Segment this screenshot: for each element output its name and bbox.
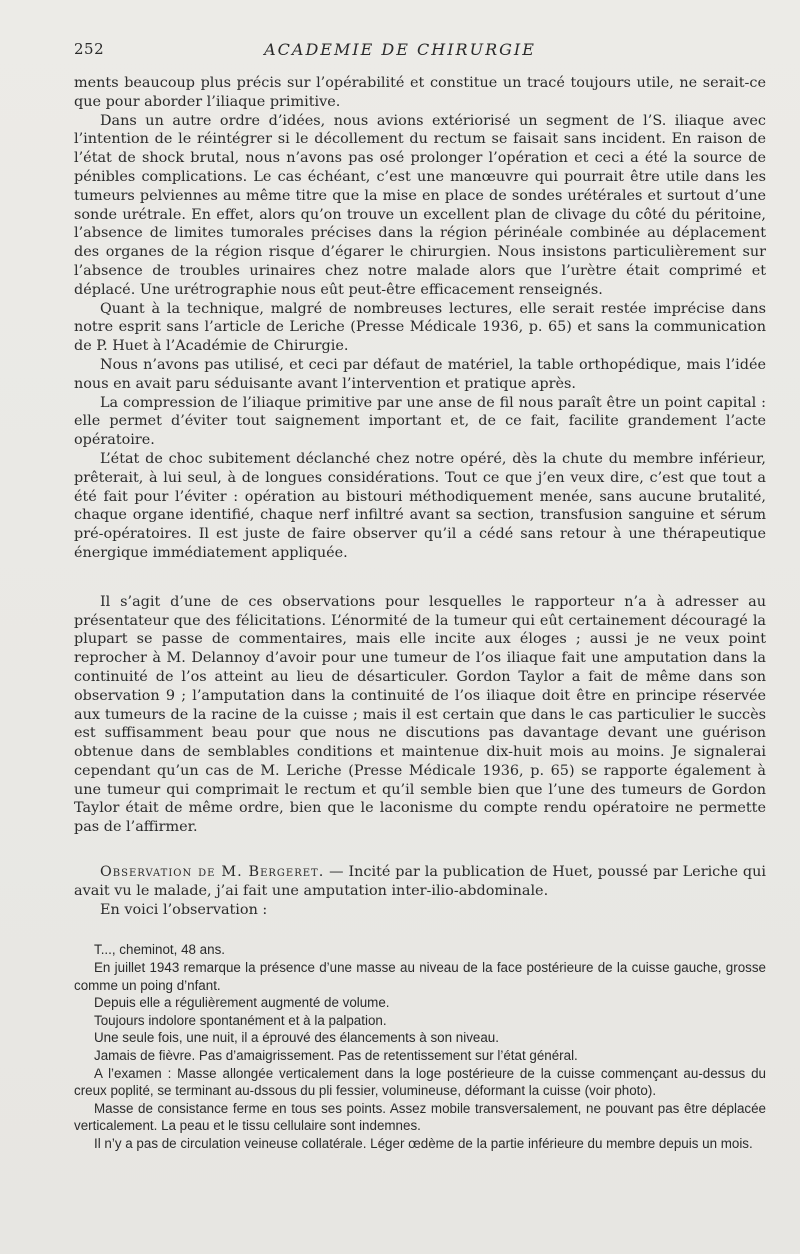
case-line: Toujours indolore spontanément et à la palpation. [94,1012,387,1028]
observation-intro [74,863,766,901]
observation-heading: Observation de M. Bergeret. [100,864,325,881]
page-number: 252 [74,40,105,58]
rapporteur-paragraph: Il s’agit d’une de ces observations pour lesquelles le rapporteur n’a à adresser au présentateur que des félicitations. L’énormité de la tumeur qui eût certainement découragé la plupart se passe de commentaires, mais elle incite aux éloges ; aussi je ne veux point reprocher à M. Delannoy d’avoir pour une tumeur de l’os iliaque fait une amputation dans la continuité de l’os atteint au lieu de désarticuler. Gordon Taylor a fait de même dans son observation 9 ; l’amputation dans la continuité de l’os iliaque doit être en principe réservée aux tumeurs de la racine de la cuisse ; mais il est certain que dans le cas particulier le succès est suffisamment beau pour que nous ne discutions pas davantage devant une guérison obtenue dans de semblables conditions et maintenue dix-huit mois au moins. Je signalerai cependant qu’un cas de M. Leriche (Presse Médicale 1936, p. 65) se rapporte également à une tumeur qui comprimait le rectum et qu’il semble bien que l’une des tumeurs de Gordon Taylor était de même ordre, bien que le laconisme du compte rendu opératoire ne permette pas de l’affirmer. [74,593,766,836]
paragraph: L’état de choc subitement déclanché chez notre opéré, dès la chute du membre inférieur, prêterait, à lui seul, à de longues considérations. Tout ce que j’en veux dire, c’est que tout a été fait pour l’éviter : opération au bistouri méthodiquement menée, sans aucune brutalité, chaque organe identifié, chaque nerf infiltré avant sa section, transfusion sanguine et sérum pré-opératoires. Il est juste de faire observer qu’il a cédé sans retour à une thérapeutique énergique immédiatement appliquée. [74,450,766,561]
paragraph: ments beaucoup plus précis sur l’opérabilité et constitue un tracé toujours utile, ne serait-ce que pour aborder l’iliaque primitive. [74,75,766,110]
case-line: En juillet 1943 remarque la présence d’une masse au niveau de la face postérieure de la cuisse gauche, grosse comme un poing d’nfant. [74,960,766,993]
section-gap [74,563,766,593]
section-gap [74,919,766,941]
section-gap [74,837,766,863]
body-text [74,74,766,1153]
case-line: Depuis elle a régulièrement augmenté de volume. [94,995,390,1011]
observation-lead: En voici l’observation : [100,901,268,918]
observation-intro-text: — Incité par la publication de Huet, poussé par Leriche qui avait vu le malade, j’ai fait une amputation inter-ilio-abdominale. [74,864,766,899]
page-header [74,40,726,64]
case-line: Masse de consistance ferme en tous ses points. Assez mobile transversalement, ne pouvant pas être déplacée verticalement. La peau et le tissu cellulaire sont indemnes. [74,1100,766,1134]
paragraph: La compression de l’iliaque primitive par une anse de fil nous paraît être un point capital : elle permet d’éviter tout saignement important et, de ce fait, facilite grandement l’acte opératoire. [74,394,766,449]
case-report [74,941,766,1152]
paragraph: Dans un autre ordre d’idées, nous avions extériorisé un segment de l’S. iliaque avec l’intention de le réintégrer si le décollement du rectum se faisait sans incident. En raison de l’état de shock brutal, nous n’avons pas osé prolonger l’opération et ceci a été la source de pénibles complications. Le cas échéant, c’est une manœuvre qui pourrait être utile dans les tumeurs pelviennes au même titre que la mise en place de sondes urétérales et surtout d’une sonde urétrale. En effet, alors qu’on trouve un excellent plan de clivage du côté du péritoine, l’absence de limites tumorales précises dans la région périnéale combinée au déplacement des organes de la région risque d’égarer le chirurgien. Nous insistons particulièrement sur l’absence de troubles urinaires chez notre malade alors que l’urètre était comprimé et déplacé. Une urétrographie nous eût peut-être efficacement renseignés. [74,112,766,298]
paragraph: Nous n’avons pas utilisé, et ceci par défaut de matériel, la table orthopédique, mais l’idée nous en avait paru séduisante avant l’intervention et pratique après. [74,356,766,392]
paragraph: Quant à la technique, malgré de nombreuses lectures, elle serait restée imprécise dans notre esprit sans l’article de Leriche (Presse Médicale 1936, p. 65) et sans la communication de P. Huet à l’Académie de Chirurgie. [74,300,766,355]
case-line: Il n’y a pas de circulation veineuse collatérale. Léger œdème de la partie inférieure du membre depuis un mois. [94,1136,753,1151]
running-head: ACADEMIE DE CHIRURGIE [264,40,536,59]
case-line: Une seule fois, une nuit, il a éprouvé des élancements à son niveau. [94,1030,499,1046]
case-line: T..., cheminot, 48 ans. [94,942,225,958]
case-line: A l’examen : Masse allongée verticalement dans la loge postérieure de la cuisse commençant au-dessus du creux poplité, se terminant au-dssous du pli fessier, volumineuse, déformant la cuisse (voir photo). [74,1065,766,1099]
case-line: Jamais de fièvre. Pas d’amaigrissement. Pas de retentissement sur l’état général. [94,1048,578,1064]
